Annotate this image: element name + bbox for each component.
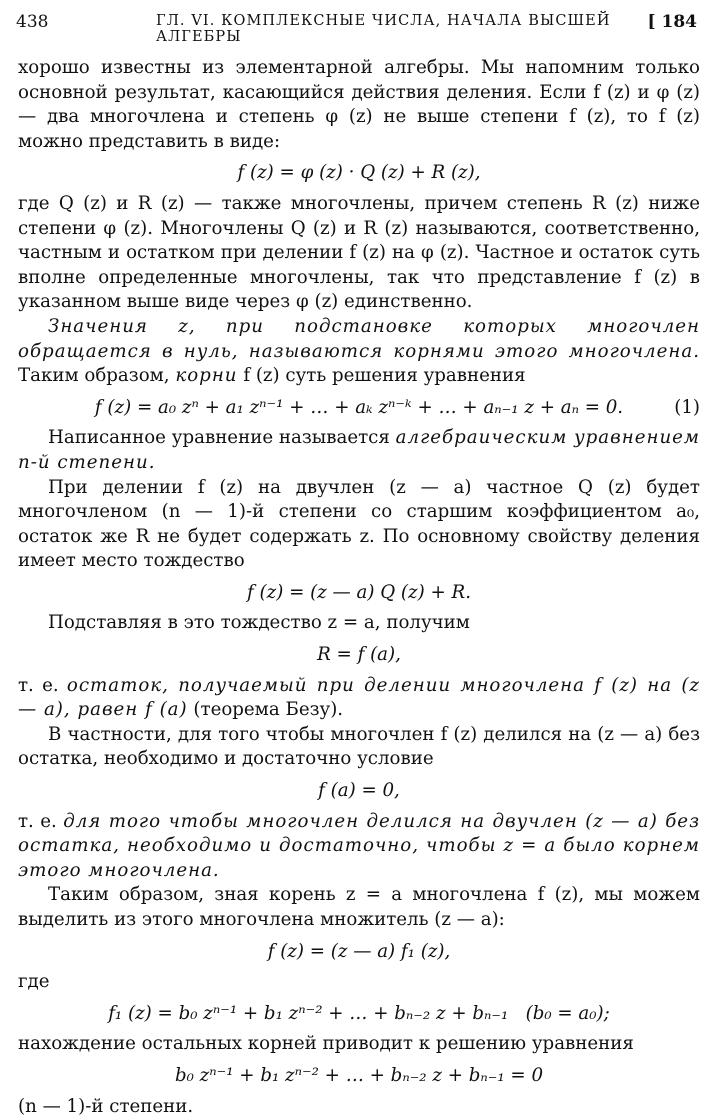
paragraph-divisibility-condition: В частности, для того чтобы многочлен f (z) делился на (z — a) без остатка, необходимо и достаточно условие xyxy=(18,723,700,770)
divisibility-lead: т. е. xyxy=(18,810,64,832)
roots-word-italic: корни xyxy=(175,365,238,387)
paragraph-factor-extraction: Таким образом, зная корень z = a многочлена f (z), мы можем выделить из этого многочлена множитель (z — a): xyxy=(18,884,700,930)
formula-root-condition: f (a) = 0, xyxy=(318,780,400,802)
roots-equation-lead: f (z) суть решения уравнения xyxy=(237,365,526,387)
roots-definition-rest: Таким образом, xyxy=(18,365,170,387)
paragraph-degree: (n — 1)-й степени. xyxy=(18,1095,194,1117)
section-number: [ 184 xyxy=(647,12,697,32)
page-body xyxy=(18,56,700,1119)
formula-factorization: f (z) = (z — a) f₁ (z), xyxy=(267,940,451,962)
paragraph-division-intro: хорошо известны из элементарной алгебры. Мы напомним только основной результат, касающийся действия деления. Если f (z) и φ (z) — два многочлена и степень φ (z) не выше степени f (z), то f (z) можно представить в виде: xyxy=(18,57,700,152)
page-header xyxy=(16,12,697,45)
paragraph-remaining-roots: нахождение остальных корней приводит к решению уравнения xyxy=(18,1033,634,1055)
paragraph-algebraic-equation xyxy=(18,426,700,475)
formula-reduced-polynomial: f₁ (z) = b₀ zⁿ⁻¹ + b₁ zⁿ⁻² + … + bₙ₋₂ z + bₙ₋₁ (b₀ = a₀); xyxy=(108,1002,610,1024)
paragraph-binomial-division: При делении f (z) на двучлен (z — a) частное Q (z) будет многочленом (n — 1)-й степени со старшим коэффициентом a₀, остаток же R не будет содержать z. По основному свойству деления имеет место тождество xyxy=(18,476,700,572)
paragraph-substitution: Подставляя в это тождество z = a, получим xyxy=(48,612,470,634)
formula-remainder: R = f (a), xyxy=(317,644,401,666)
page-number: 438 xyxy=(16,12,49,32)
paragraph-roots-definition xyxy=(18,315,700,389)
formula-division: f (z) = φ (z) · Q (z) + R (z), xyxy=(237,162,481,184)
running-title: ГЛ. VI. КОМПЛЕКСНЫЕ ЧИСЛА, НАЧАЛА ВЫСШЕЙ АЛГЕБРЫ xyxy=(156,13,611,45)
algebraic-equation-lead: Написанное уравнение называется xyxy=(48,427,396,449)
formula-identity: f (z) = (z — a) Q (z) + R. xyxy=(247,581,471,603)
divisibility-italic: для того чтобы многочлен делился на двучлен (z — a) без остатка, необходимо и достаточно, чтобы z = a было корнем этого многочлена. xyxy=(18,810,700,881)
paragraph-quotient-remainder: где Q (z) и R (z) — также многочлены, причем степень R (z) ниже степени φ (z). Многочлены Q (z) и R (z) называются, соответственно, частным и остатком при делении f (z) на φ (z). Частное и остаток суть вполне определенные многочлены, так что представление f (z) в указанном выше виде через φ (z) единственно. xyxy=(18,192,700,313)
paragraph-bezout-theorem xyxy=(18,674,700,723)
bezout-italic: остаток, получаемый при делении многочлена f (z) на (z — a), равен f (a) xyxy=(18,674,700,721)
roots-definition-italic: Значения z, при подстановке которых многочлен обращается в нуль, называются корнями этого многочлена. xyxy=(18,315,700,362)
polynomial-equation-text: f (z) = a₀ zⁿ + a₁ zⁿ⁻¹ + … + aₖ zⁿ⁻ᵏ + … + aₙ₋₁ z + aₙ = 0. xyxy=(94,396,624,418)
algebraic-equation-italic: алгебраическим уравнением n-й степени. xyxy=(18,427,700,473)
paragraph-where: где xyxy=(18,971,50,993)
paragraph-divisibility-statement xyxy=(18,810,700,884)
formula-reduced-equation: b₀ zⁿ⁻¹ + b₁ zⁿ⁻² + … + bₙ₋₂ z + bₙ₋₁ = 0 xyxy=(174,1064,544,1086)
formula-polynomial-equation xyxy=(18,396,700,421)
bezout-lead: т. е. xyxy=(18,674,67,696)
equation-number: (1) xyxy=(674,396,700,418)
bezout-tail: (теорема Безу). xyxy=(187,699,344,721)
